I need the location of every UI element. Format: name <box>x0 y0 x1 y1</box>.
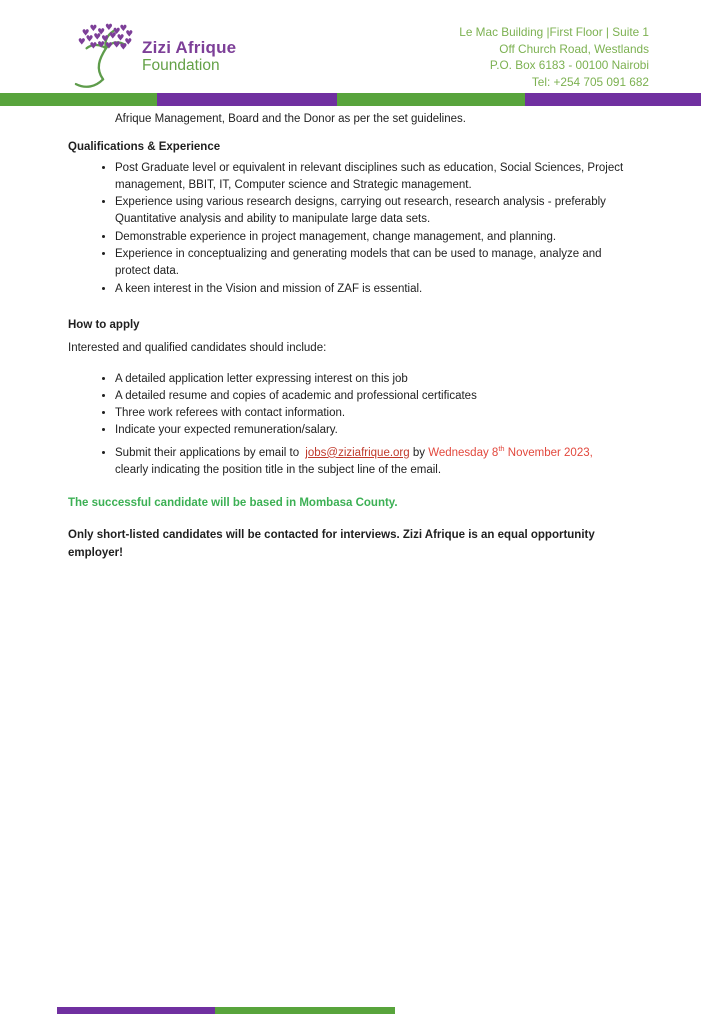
svg-text:♥: ♥ <box>112 40 121 51</box>
bar-segment-green <box>215 1007 395 1014</box>
tree-logo-icon <box>74 22 136 92</box>
deadline-text <box>428 443 593 459</box>
list-item: • Indicate your expected remuneration/salary. <box>115 422 624 439</box>
list-item: • Post Graduate level or equivalent in relevant disciplines such as education, Social Sciences, Project management, BBIT, IT, Computer science and Strategic management. <box>115 160 624 195</box>
svg-text:♥: ♥ <box>85 34 94 45</box>
svg-text:♥: ♥ <box>89 23 98 34</box>
contact-line-tel: Tel: +254 705 091 682 <box>531 74 649 89</box>
divider-bar-top <box>0 93 701 106</box>
deadline-ordinal: th <box>498 443 505 453</box>
bar-segment-green <box>0 93 157 106</box>
contact-line-building: Le Mac Building |First Floor | Suite 1 <box>459 25 649 39</box>
qualifications-list <box>68 160 624 298</box>
svg-text:♥: ♥ <box>81 28 90 39</box>
deadline-day: Wednesday 8 <box>428 446 499 459</box>
contact-block <box>459 24 649 90</box>
svg-text:♥: ♥ <box>101 34 109 45</box>
submit-line2: clearly indicating the position title in the subject line of the email. <box>115 463 442 476</box>
svg-text:♥: ♥ <box>97 27 106 38</box>
bar-segment-purple <box>157 93 337 106</box>
svg-text:♥: ♥ <box>77 37 86 48</box>
svg-text:♥: ♥ <box>112 26 121 37</box>
list-item: • Three work referees with contact information. <box>115 405 624 422</box>
contact-line-road: Off Church Road, Westlands <box>499 41 649 56</box>
apply-list <box>68 371 624 480</box>
bar-segment-green <box>337 93 525 106</box>
list-item: • A detailed resume and copies of academic and professional certificates <box>115 388 624 405</box>
foundation-logo <box>74 22 236 92</box>
closing-note: Only short-listed candidates will be contacted for interviews. Zizi Afrique is an equal opportunity employer! <box>68 529 595 559</box>
divider-bar-bottom <box>57 1007 395 1014</box>
svg-text:♥: ♥ <box>119 23 128 34</box>
bar-segment-purple <box>525 93 701 106</box>
svg-text:♥: ♥ <box>124 37 133 48</box>
svg-text:♥: ♥ <box>97 40 106 51</box>
logo-name: Zizi Afrique <box>142 38 237 58</box>
apply-intro: Interested and qualified candidates should include: <box>68 342 327 355</box>
how-to-apply-heading: How to apply <box>68 318 140 331</box>
svg-text:♥: ♥ <box>93 32 102 43</box>
bar-segment-purple <box>57 1007 215 1014</box>
list-item: • A detailed application letter expressing interest on this job <box>115 371 624 388</box>
deadline-rest: November 2023, <box>504 446 593 459</box>
continued-paragraph: Afrique Management, Board and the Donor as per the set guidelines. <box>115 113 466 125</box>
list-item: • Demonstrable experience in project management, change management, and planning. <box>115 229 624 246</box>
submit-connector: by <box>409 446 429 459</box>
svg-text:♥: ♥ <box>125 29 134 40</box>
svg-text:♥: ♥ <box>119 42 128 53</box>
svg-text:♥: ♥ <box>89 41 98 52</box>
list-item: • Experience using various research designs, carrying out research, research analysis - preferably Quantitative analysis and ability to manipulate large data sets. <box>115 194 624 229</box>
logo-subname: Foundation <box>142 56 220 74</box>
email-link[interactable]: jobs@ziziafrique.org <box>305 446 410 459</box>
svg-text:♥: ♥ <box>108 31 117 42</box>
svg-text:♥: ♥ <box>105 41 113 52</box>
svg-text:♥: ♥ <box>116 33 125 44</box>
submit-list-item <box>115 440 624 479</box>
submit-prefix: Submit their applications by email to <box>115 446 303 459</box>
list-item: • Experience in conceptualizing and generating models that can be used to manage, analyze and protect data. <box>115 246 624 281</box>
svg-text:♥: ♥ <box>105 22 113 33</box>
contact-line-pobox: P.O. Box 6183 - 00100 Nairobi <box>489 58 649 72</box>
list-item: • A keen interest in the Vision and mission of ZAF is essential. <box>115 281 624 298</box>
qualifications-heading: Qualifications & Experience <box>68 141 221 154</box>
location-note: The successful candidate will be based in Mombasa County. <box>68 497 398 510</box>
document-body <box>68 111 624 562</box>
